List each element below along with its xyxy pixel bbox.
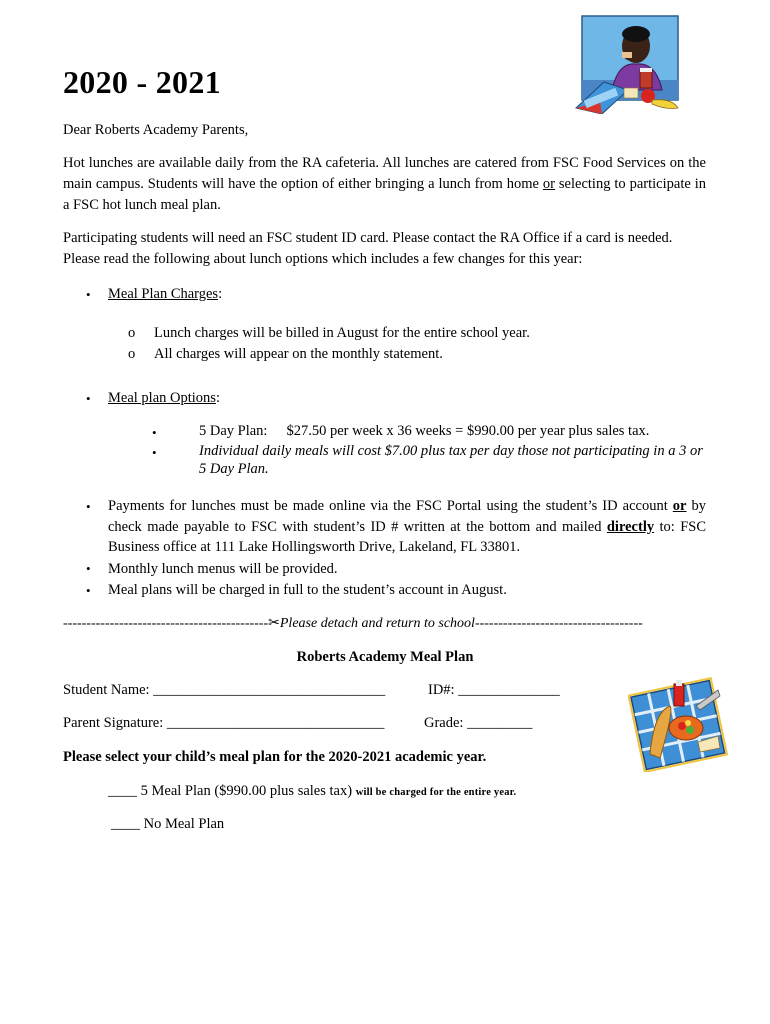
five-day-plan-line bbox=[199, 422, 719, 440]
scissors-icon: ✂ bbox=[268, 616, 280, 631]
payments-or-emphasis: or bbox=[672, 498, 687, 514]
intro-paragraph bbox=[63, 153, 706, 216]
school-year-heading: 2020 - 2021 bbox=[63, 64, 221, 100]
boy-eating-lunch-illustration bbox=[574, 14, 692, 114]
payments-paragraph bbox=[108, 496, 706, 558]
parent-signature-field[interactable] bbox=[63, 715, 384, 732]
student-name-field[interactable] bbox=[63, 682, 385, 699]
payments-text-2: by check made payable to FSC with student’s ID # written at the bottom and mailed bbox=[108, 498, 706, 535]
student-name-label: Student Name: bbox=[63, 682, 154, 698]
bullet-icon: • bbox=[152, 445, 157, 460]
meal-plan-options-colon: : bbox=[215, 390, 220, 406]
grade-label: Grade: bbox=[424, 715, 468, 731]
menus-note: Monthly lunch menus will be provided. bbox=[108, 561, 338, 577]
meal-plan-charges-colon: : bbox=[218, 286, 223, 302]
bullet-icon: • bbox=[86, 499, 91, 514]
five-day-plan-label: 5 Day Plan: bbox=[199, 423, 268, 439]
option-5-day-text: 5 Meal Plan ($990.00 plus sales tax) bbox=[137, 783, 356, 799]
charge-item: Lunch charges will be billed in August for the entire school year. bbox=[154, 325, 530, 341]
payments-text-1: Payments for lunches must be made online via the FSC Portal using the student’s ID account bbox=[108, 498, 673, 514]
id-label: ID#: bbox=[428, 682, 459, 698]
bullet-icon: • bbox=[86, 561, 91, 576]
charged-note: Meal plans will be charged in full to the student’s account in August. bbox=[108, 582, 507, 598]
meal-plan-option-5-day[interactable] bbox=[108, 783, 516, 800]
option-none-text: No Meal Plan bbox=[140, 816, 225, 832]
intro-or-emphasis: or bbox=[542, 176, 555, 192]
payments-text-3: to: FSC Business office at 111 Lake Hollingsworth Drive, Lakeland, FL 33801. bbox=[108, 518, 706, 555]
grade-line[interactable]: _________ bbox=[467, 715, 533, 731]
parent-signature-label: Parent Signature: bbox=[63, 715, 167, 731]
option-5-day-blank[interactable]: ____ bbox=[108, 783, 137, 799]
daily-meal-note: Individual daily meals will cost $7.00 plus tax per day those not participating in a 3 or 5 Day Plan. bbox=[199, 443, 703, 477]
hollow-bullet-icon: o bbox=[128, 346, 136, 362]
picnic-lunch-illustration bbox=[628, 676, 728, 772]
grade-field[interactable] bbox=[424, 715, 532, 732]
meal-plan-options-title: Meal plan Options bbox=[108, 390, 216, 406]
meal-plan-charges-title: Meal Plan Charges bbox=[108, 286, 219, 302]
detach-text: Please detach and return to school bbox=[279, 616, 475, 631]
meal-plan-charges-heading bbox=[108, 284, 222, 304]
id-card-paragraph: Participating students will need an FSC student ID card. Please contact the RA Office if a card is needed. Please read the following about lunch options which includes a few changes for this year: bbox=[63, 230, 673, 267]
intro-text-2: selecting to participate in a FSC hot lunch meal plan. bbox=[63, 176, 706, 213]
form-title: Roberts Academy Meal Plan bbox=[296, 649, 474, 665]
bullet-icon: • bbox=[86, 583, 91, 598]
id-line[interactable]: ______________ bbox=[458, 682, 560, 698]
hollow-bullet-icon: o bbox=[128, 325, 136, 341]
meal-plan-option-none[interactable] bbox=[111, 816, 224, 833]
intro-text-1: Hot lunches are available daily from the RA cafeteria. All lunches are catered from FSC Food Services on the main campus. Students will have the option of either bringing a lunch from home bbox=[63, 155, 706, 192]
greeting: Dear Roberts Academy Parents, bbox=[63, 122, 249, 138]
detach-left-dashes: -------------------------------------------- bbox=[63, 616, 269, 631]
bullet-icon: • bbox=[86, 391, 91, 406]
option-5-day-note: will be charged for the entire year. bbox=[355, 787, 517, 798]
detach-line bbox=[63, 615, 723, 632]
payments-directly-emphasis: directly bbox=[606, 518, 655, 535]
parent-signature-line[interactable]: ______________________________ bbox=[166, 715, 385, 731]
student-name-line[interactable]: ________________________________ bbox=[153, 682, 386, 698]
detach-right-dashes: ------------------------------------ bbox=[474, 616, 643, 631]
id-field[interactable] bbox=[428, 682, 560, 699]
meal-plan-options-heading bbox=[108, 388, 220, 408]
bullet-icon: • bbox=[86, 287, 91, 302]
option-none-blank[interactable]: ____ bbox=[111, 816, 140, 832]
select-prompt: Please select your child’s meal plan for the 2020-2021 academic year. bbox=[63, 749, 487, 765]
charge-item: All charges will appear on the monthly statement. bbox=[154, 346, 443, 362]
bullet-icon: • bbox=[152, 425, 157, 440]
five-day-plan-detail: $27.50 per week x 36 weeks = $990.00 per year plus sales tax. bbox=[286, 423, 650, 439]
